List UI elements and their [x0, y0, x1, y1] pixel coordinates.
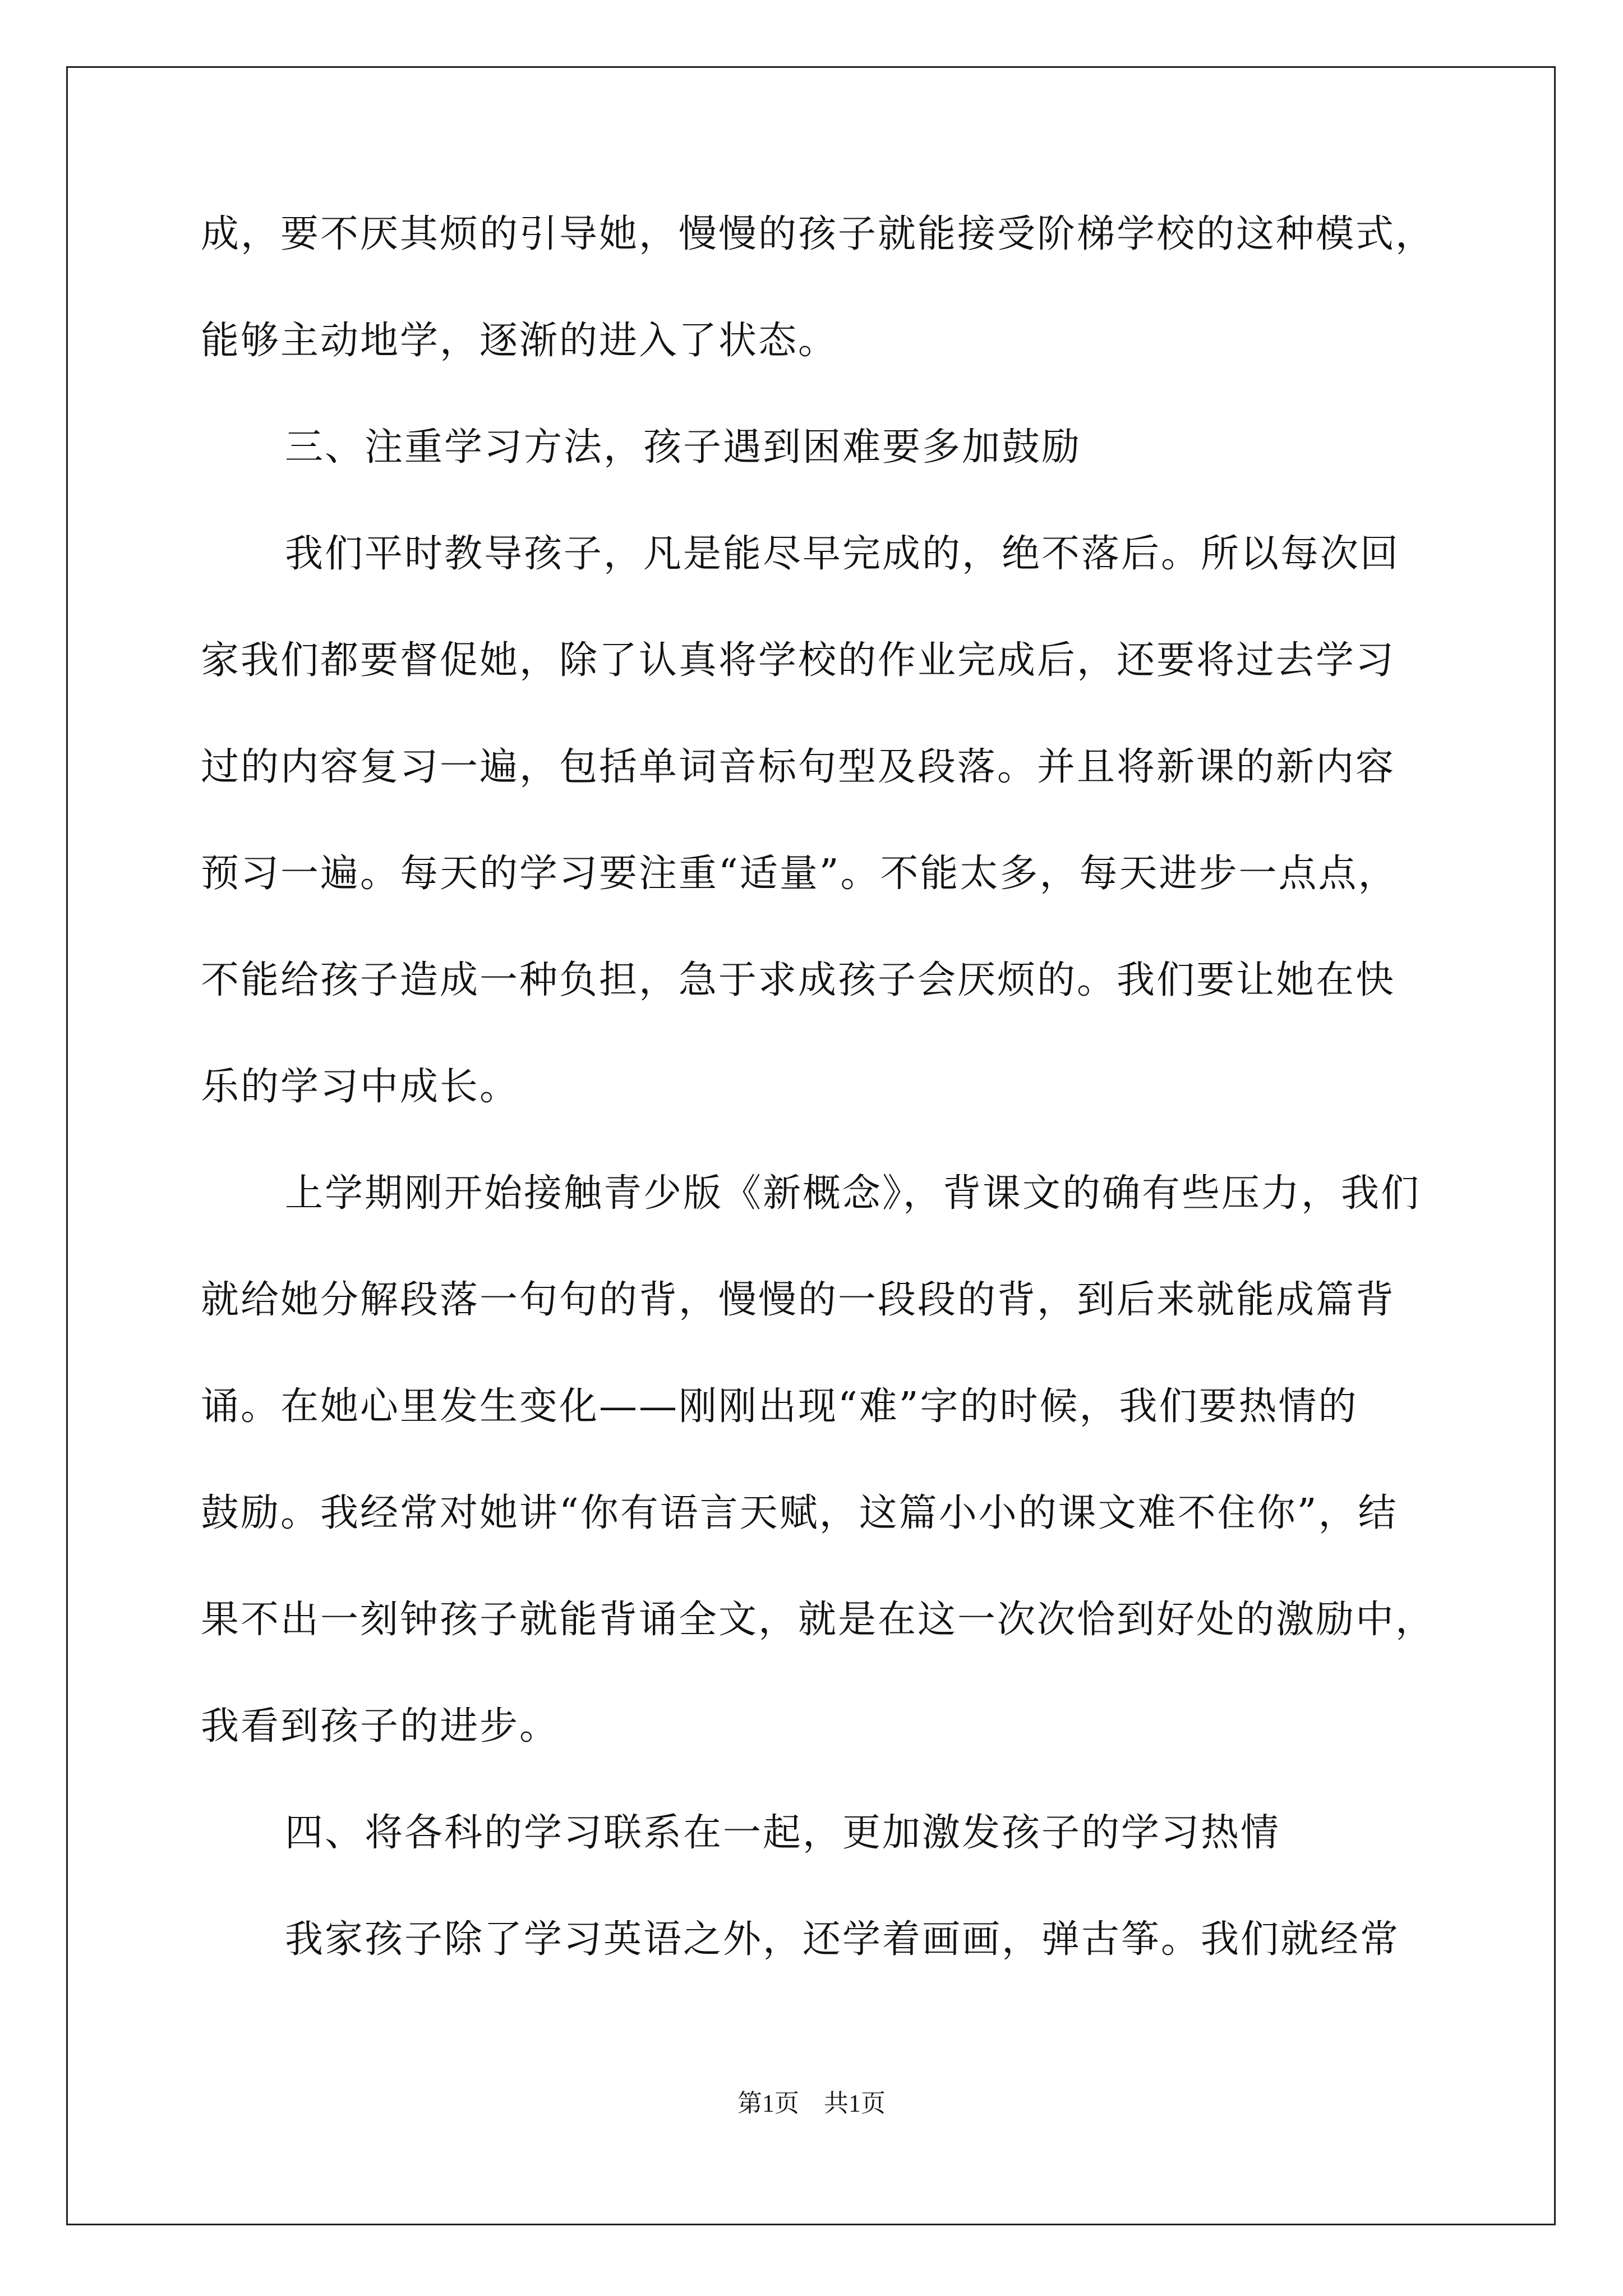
text-line-1: 成，要不厌其烦的引导她，慢慢的孩子就能接受阶梯学校的这种模式，: [201, 212, 1436, 256]
text-line-11: 就给她分解段落一句句的背，慢慢的一段段的背，到后来就能成篇背: [201, 1278, 1396, 1322]
text-line-6: 过的内容复习一遍，包括单词音标句型及段落。并且将新课的新内容: [201, 745, 1396, 789]
text-line-10: 上学期刚开始接触青少版《新概念》，背课文的确有些压力，我们: [285, 1171, 1421, 1216]
text-line-2: 能够主动地学，逐渐的进入了状态。: [201, 319, 838, 363]
text-line-14: 果不出一刻钟孩子就能背诵全文，就是在这一次次恰到好处的激励中，: [201, 1598, 1436, 1642]
text-line-9: 乐的学习中成长。: [201, 1065, 520, 1109]
document-body: [201, 212, 1436, 1962]
text-line-12: 诵。在她心里发生变化——刚刚出现“难”字的时候，我们要热情的: [201, 1384, 1358, 1429]
text-line-13: 鼓励。我经常对她讲“你有语言天赋，这篇小小的课文难不住你”，结: [201, 1491, 1398, 1535]
text-line-4: 我们平时教导孩子，凡是能尽早完成的，绝不落后。所以每次回: [285, 532, 1400, 576]
section-heading-4: 四、将各科的学习联系在一起，更加激发孩子的学习热情: [285, 1811, 1281, 1855]
text-line-5: 家我们都要督促她，除了认真将学校的作业完成后，还要将过去学习: [201, 638, 1396, 683]
text-line-7: 预习一遍。每天的学习要注重“适量”。不能太多，每天进步一点点，: [201, 852, 1398, 896]
section-heading-3: 三、注重学习方法，孩子遇到困难要多加鼓励: [285, 425, 1082, 470]
text-line-8: 不能给孩子造成一种负担，急于求成孩子会厌烦的。我们要让她在快: [201, 958, 1396, 1002]
text-line-17: 我家孩子除了学习英语之外，还学着画画，弹古筝。我们就经常: [285, 1917, 1400, 1962]
text-line-15: 我看到孩子的进步。: [201, 1704, 560, 1749]
page-number: 第1页 共1页: [737, 2090, 886, 2117]
